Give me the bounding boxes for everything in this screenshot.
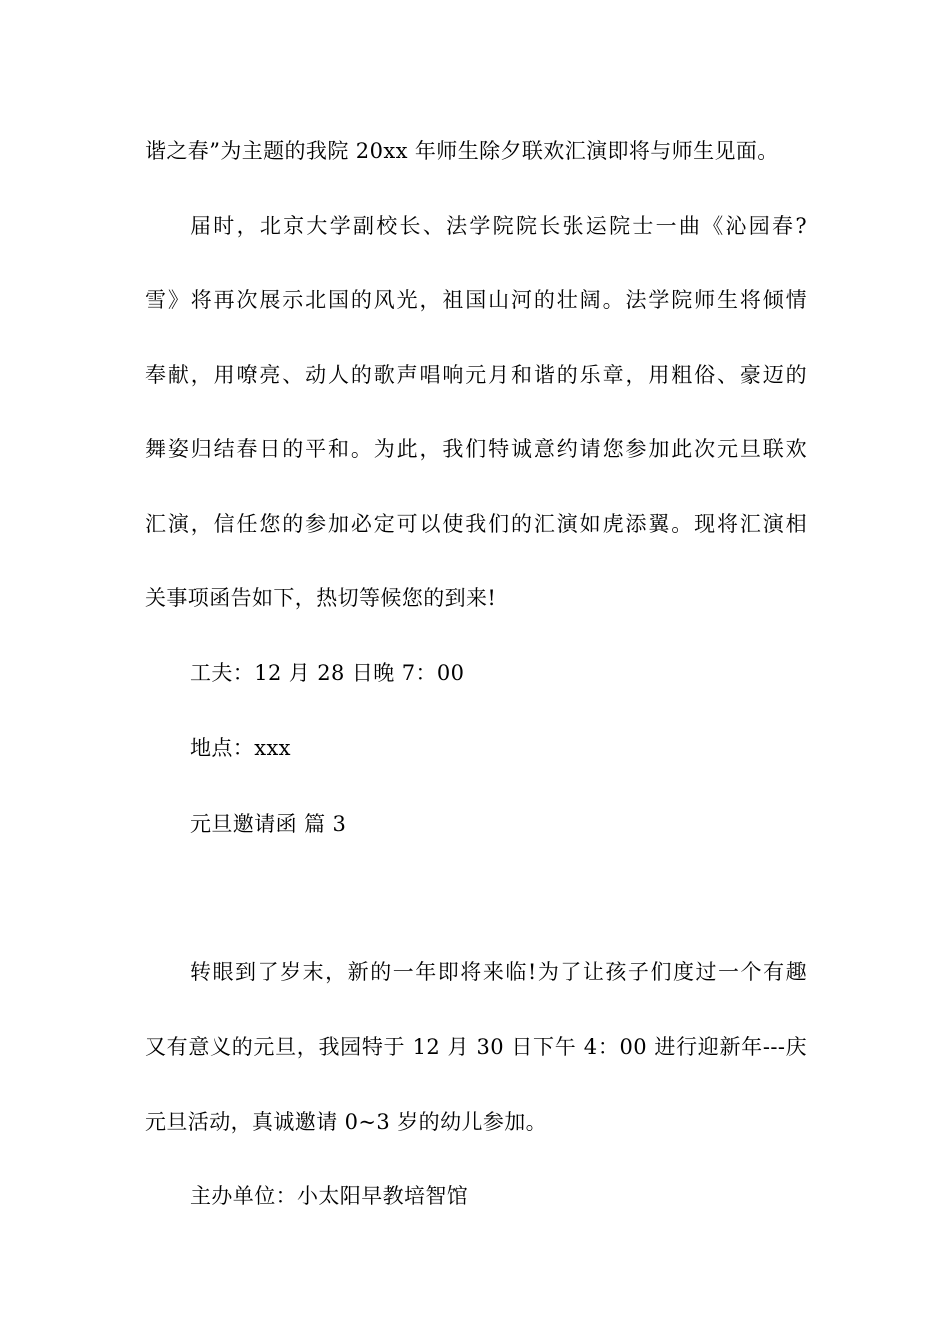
paragraph-line: 元旦活动，真诚邀请 0~3 岁的幼儿参加。	[145, 1110, 548, 1134]
section-heading: 元旦邀请函 篇 3	[190, 812, 347, 836]
organizer-line: 主办单位：小太阳早教培智馆	[190, 1184, 469, 1208]
paragraph-line: 汇演，信任您的参加必定可以使我们的汇演如虎添翼。现将汇演相	[145, 512, 807, 536]
event-time: 工夫：12 月 28 日晚 7：00	[190, 661, 465, 685]
paragraph-line: 雪》将再次展示北国的风光，祖国山河的壮阔。法学院师生将倾情	[145, 288, 807, 312]
paragraph-line: 谐之春”为主题的我院 20xx 年师生除夕联欢汇演即将与师生见面。	[145, 139, 779, 163]
event-location: 地点：xxx	[190, 736, 291, 760]
paragraph-line: 奉献，用嘹亮、动人的歌声唱响元月和谐的乐章，用粗俗、豪迈的	[145, 363, 807, 387]
paragraph-line: 届时，北京大学副校长、法学院院长张运院士一曲《沁园春?	[190, 214, 807, 238]
paragraph-line: 舞姿归结春日的平和。为此，我们特诚意约请您参加此次元旦联欢	[145, 437, 807, 461]
paragraph-line: 转眼到了岁末，新的一年即将来临!为了让孩子们度过一个有趣	[190, 960, 807, 984]
paragraph-line: 关事项函告如下，热切等候您的到来!	[145, 586, 497, 610]
paragraph-line: 又有意义的元旦，我园特于 12 月 30 日下午 4：00 进行迎新年---庆	[145, 1035, 807, 1059]
